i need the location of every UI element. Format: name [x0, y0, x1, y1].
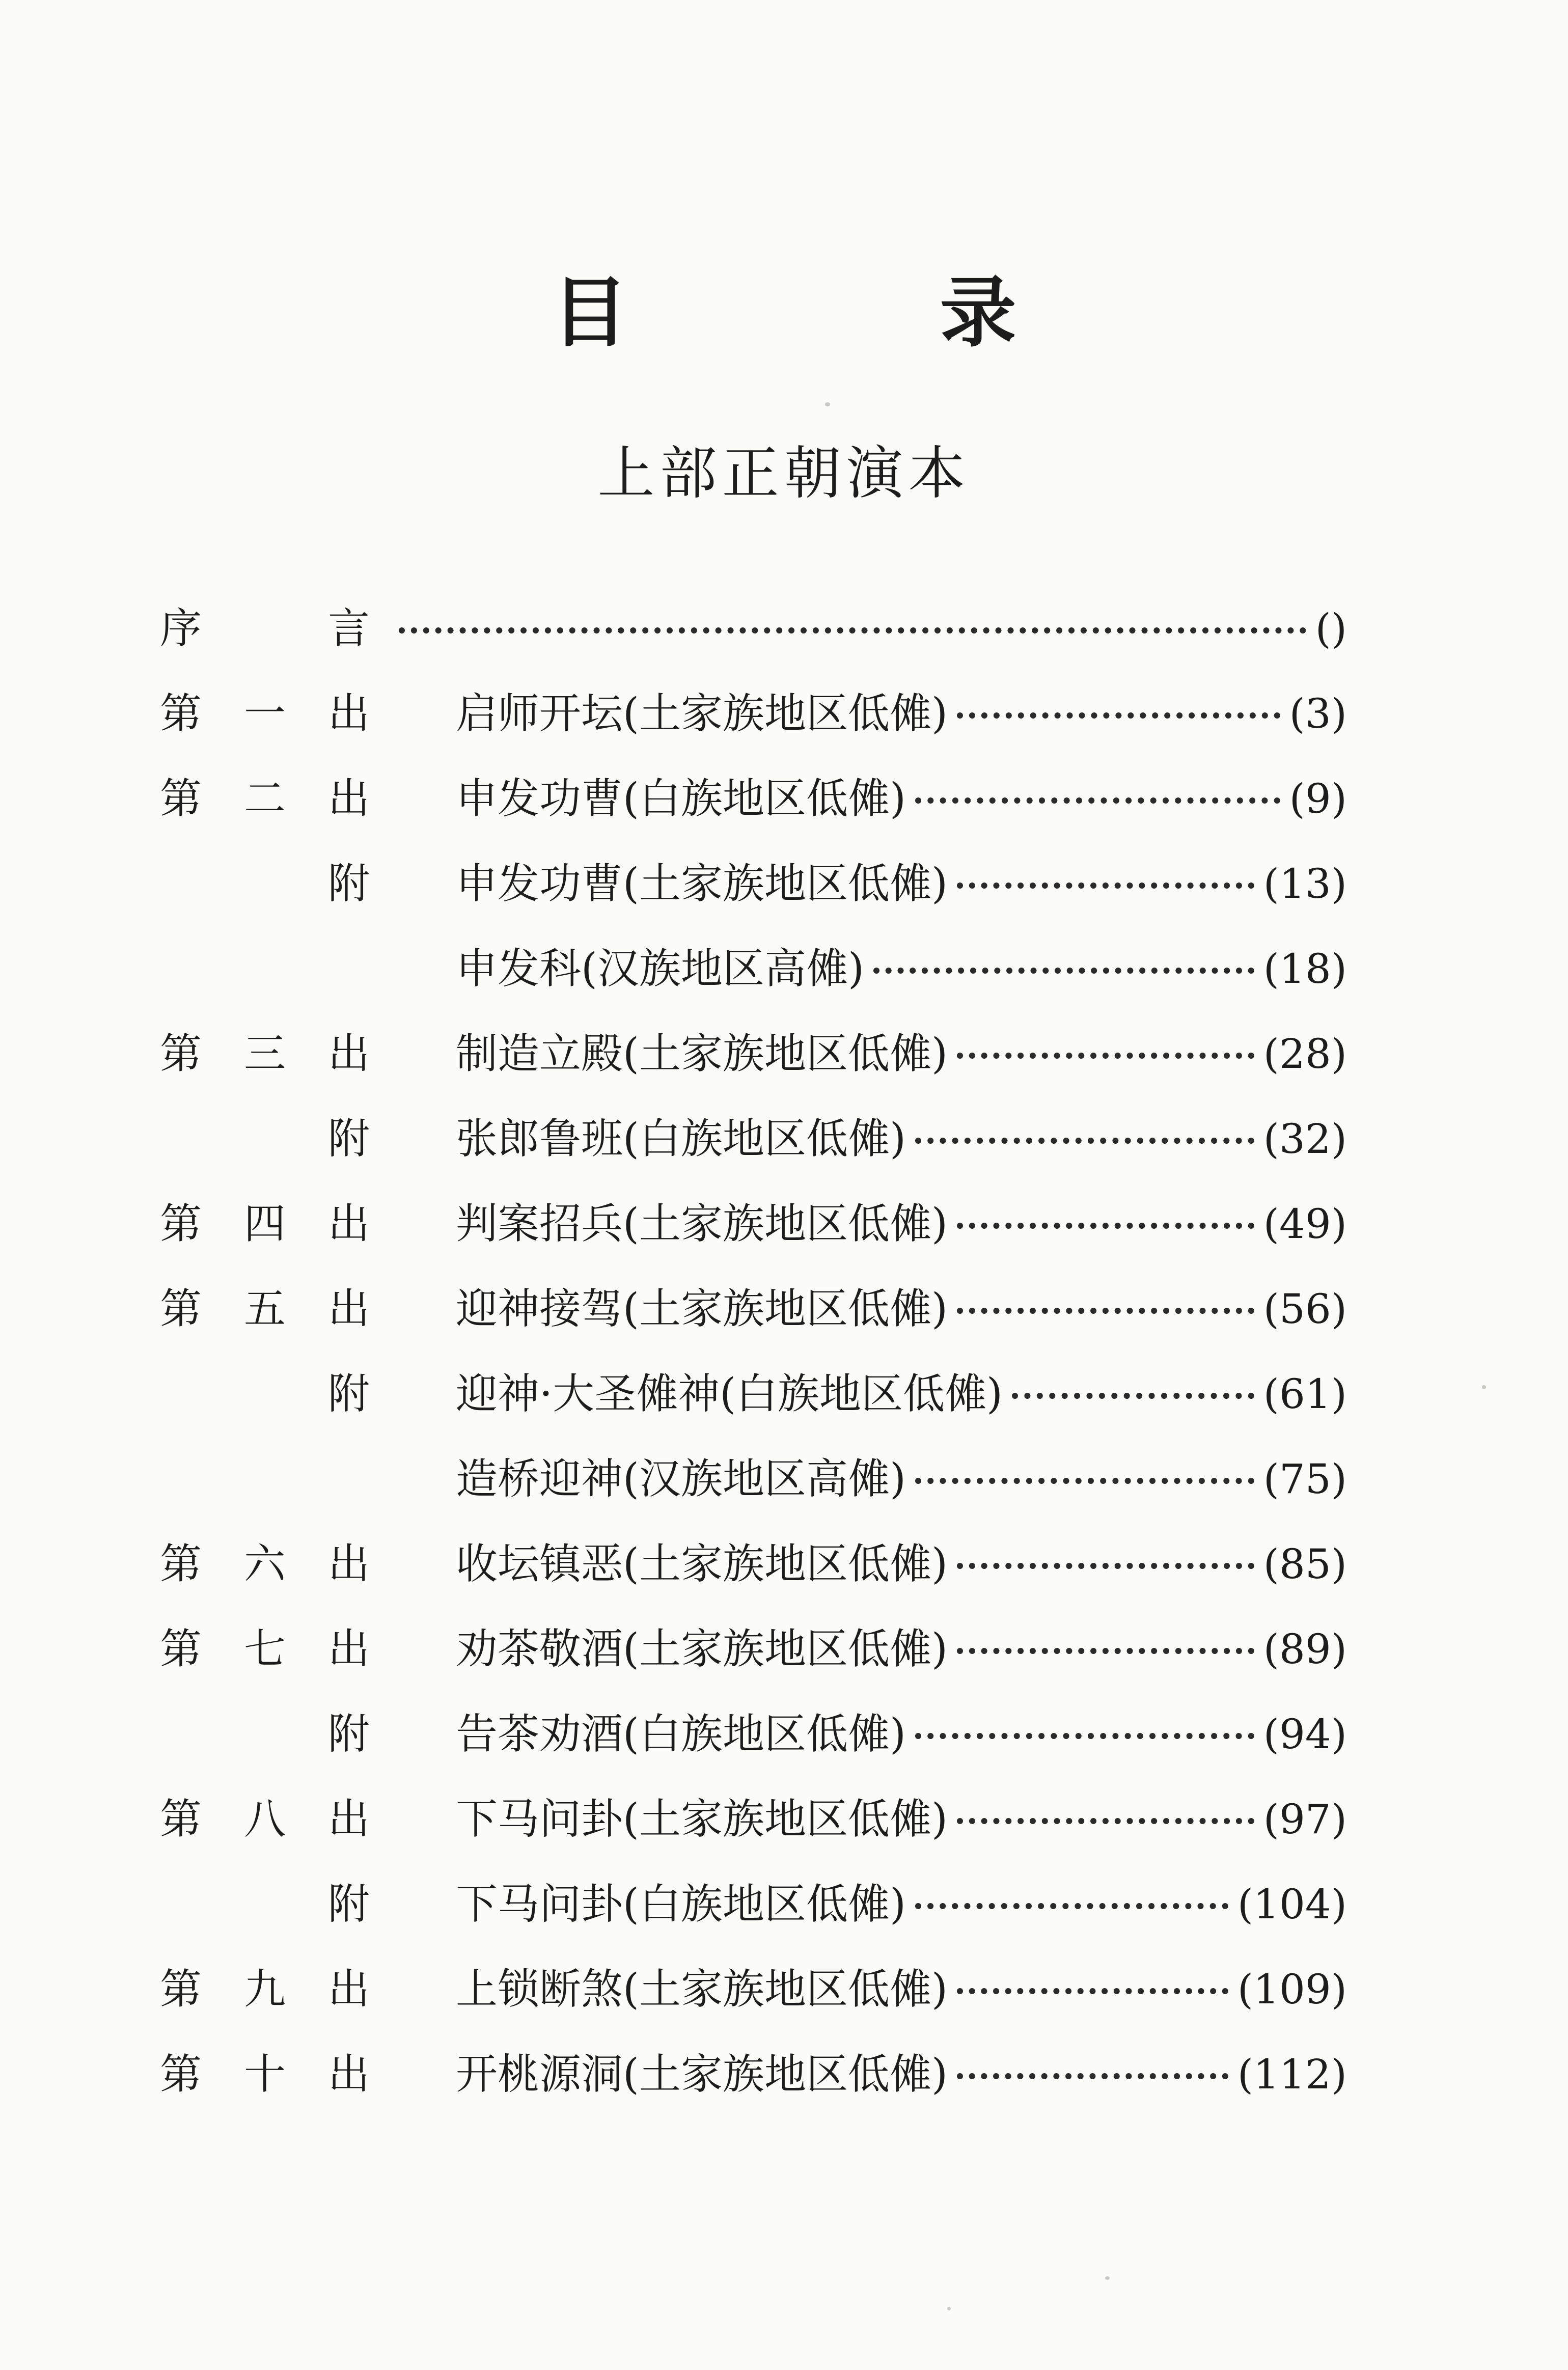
toc-entry-line [456, 1536, 1347, 1592]
scan-speck [1482, 1385, 1486, 1389]
toc-label-char-1: 第 [159, 1200, 202, 1248]
leader-dots [915, 797, 1280, 804]
section-title: 上部正朝演本 [597, 440, 971, 507]
toc-entry-line [456, 1706, 1347, 1762]
toc-page-number: (112) [1237, 2051, 1347, 2098]
toc-label-char-2: 二 [243, 775, 286, 823]
toc-entry-title: 张郎鲁班(白族地区低傩) [456, 1115, 906, 1163]
leader-dots [957, 712, 1280, 719]
leader-dots [957, 2073, 1228, 2079]
page-title: 目 录 [552, 269, 1159, 357]
toc-entry-title: 启师开坛(土家族地区低傩) [456, 690, 948, 738]
toc-entry-title: 告茶劝酒(白族地区低傩) [456, 1710, 906, 1758]
toc-page-number: (32) [1263, 1115, 1347, 1163]
toc-entry-line [456, 941, 1347, 997]
leader-dots [957, 1818, 1254, 1824]
leader-dots [957, 1308, 1254, 1314]
toc-entry-title: 申发功曹(土家族地区低傩) [456, 860, 948, 908]
toc-label-char-2: 十 [243, 2050, 286, 2099]
toc-page-number: (28) [1263, 1030, 1347, 1078]
toc-label-char-3: 附 [327, 1710, 370, 1758]
leader-dots [915, 1903, 1228, 1909]
toc-entry [155, 686, 1347, 771]
toc-entry-line [456, 686, 1347, 742]
toc-label-char-2: 七 [243, 1625, 286, 1673]
toc-entry [155, 1281, 1347, 1366]
scan-speck [1105, 2276, 1110, 2280]
toc-entry-line [456, 1792, 1347, 1848]
toc-entry [155, 1706, 1347, 1792]
leader-dots [915, 1138, 1254, 1144]
leader-dots [1012, 1393, 1254, 1399]
toc-entry [155, 1877, 1347, 1962]
toc-label-char-3: 出 [327, 2050, 370, 2099]
toc-label-char-1: 第 [159, 1285, 202, 1333]
toc-entry-line [456, 1111, 1347, 1167]
toc-label-char-3: 出 [327, 1795, 370, 1843]
leader-dots [399, 627, 1306, 633]
toc-entry-title: 下马问卦(白族地区低傩) [456, 1880, 906, 1928]
toc-entry [155, 771, 1347, 856]
toc-entry-title: 收坛镇恶(土家族地区低傩) [456, 1540, 948, 1588]
toc-entry [155, 1962, 1347, 2047]
toc-entry-title: 判案招兵(土家族地区低傩) [456, 1200, 948, 1248]
toc-entry-line [456, 1962, 1347, 2018]
toc-label-char-3: 出 [327, 1625, 370, 1673]
toc-entry-line [456, 2047, 1347, 2103]
toc-label-char-3: 出 [327, 1965, 370, 2014]
toc-label-char-2: 九 [243, 1965, 286, 2014]
toc-entry-line [456, 1196, 1347, 1252]
leader-dots [957, 1648, 1254, 1654]
toc-label-char-2: 四 [243, 1200, 286, 1248]
toc-label-char-3: 附 [327, 1880, 370, 1928]
leader-dots [873, 968, 1254, 974]
toc-page-number: (49) [1263, 1200, 1347, 1248]
toc-entry [155, 1366, 1347, 1451]
toc-entry-title: 下马问卦(土家族地区低傩) [456, 1795, 948, 1843]
leader-dots [957, 1988, 1228, 1994]
scan-speck [947, 2307, 951, 2310]
toc-entry [155, 1451, 1347, 1536]
toc-entry [155, 1536, 1347, 1621]
toc-entry-title: 迎神接驾(土家族地区低傩) [456, 1285, 948, 1333]
toc-label-char-3: 出 [327, 775, 370, 823]
toc-entry-title: 申发科(汉族地区高傩) [456, 945, 864, 993]
toc-label-char-2: 三 [243, 1030, 286, 1078]
toc-page-number: (18) [1263, 945, 1347, 993]
toc-page-number: (97) [1263, 1796, 1347, 1843]
toc-entry-title: 上锁断煞(土家族地区低傩) [456, 1965, 948, 2014]
toc-label-char-3: 出 [327, 1200, 370, 1248]
toc-label-char-3: 出 [327, 1030, 370, 1078]
toc-entry-line [456, 856, 1347, 912]
toc-label-char-1: 第 [159, 690, 202, 738]
toc-page-number: () [1315, 605, 1347, 652]
toc-label-char-3: 出 [327, 1540, 370, 1588]
toc-entry [155, 1196, 1347, 1281]
toc-label-char-1: 序 [159, 604, 202, 653]
toc-entry [155, 1111, 1347, 1196]
toc-entry [155, 1026, 1347, 1111]
toc-label-char-3: 附 [327, 860, 370, 908]
toc-entry-line [456, 1366, 1347, 1422]
leader-dots [957, 1053, 1254, 1059]
toc-label-char-1: 第 [159, 1030, 202, 1078]
toc-entry [155, 2047, 1347, 2132]
toc-label-char-3: 附 [327, 1370, 370, 1418]
toc-label-char-3: 附 [327, 1115, 370, 1163]
toc-page-number: (104) [1237, 1881, 1347, 1928]
toc-entry [155, 1792, 1347, 1877]
toc-page-number: (109) [1237, 1966, 1347, 2013]
toc-label-char-1: 第 [159, 1625, 202, 1673]
toc-entry [155, 856, 1347, 941]
toc-label-char-2: 六 [243, 1540, 286, 1588]
toc-label-char-1: 第 [159, 1965, 202, 2014]
toc-entry-preface [155, 601, 1347, 686]
toc-page-number: (61) [1263, 1370, 1347, 1418]
toc-page-number: (56) [1263, 1285, 1347, 1333]
toc-entry [155, 941, 1347, 1026]
leader-dots [957, 883, 1254, 889]
leader-dots [915, 1478, 1254, 1484]
toc-page-number: (9) [1289, 775, 1347, 822]
toc-label-char-1: 第 [159, 1795, 202, 1843]
toc-entry-line [456, 1281, 1347, 1337]
toc-page-number: (13) [1263, 860, 1347, 907]
toc-label-char-1: 第 [159, 775, 202, 823]
toc-entry-title: 劝茶敬酒(土家族地区低傩) [456, 1625, 948, 1673]
toc-page-number: (3) [1289, 690, 1347, 737]
toc-label-char-3: 出 [327, 1285, 370, 1333]
toc-label-char-3: 出 [327, 690, 370, 738]
leader-dots [957, 1223, 1254, 1229]
toc-entry-title: 开桃源洞(土家族地区低傩) [456, 2050, 948, 2099]
toc-page-number: (89) [1263, 1625, 1347, 1673]
toc-entry-title: 制造立殿(土家族地区低傩) [456, 1030, 948, 1078]
toc-label-char-2: 五 [243, 1285, 286, 1333]
toc-entry [155, 1621, 1347, 1706]
toc-entry-line [456, 1621, 1347, 1677]
toc-page-number: (85) [1263, 1540, 1347, 1588]
toc-page-number: (94) [1263, 1711, 1347, 1758]
toc-entry-line [456, 1451, 1347, 1507]
toc-page-number: (75) [1263, 1455, 1347, 1503]
scan-speck [825, 402, 830, 406]
leader-dots [957, 1563, 1254, 1569]
leader-dots [915, 1733, 1254, 1739]
toc-entry-line [456, 1026, 1347, 1082]
toc-entry-title: 申发功曹(白族地区低傩) [456, 775, 906, 823]
toc-label-char-2: 八 [243, 1795, 286, 1843]
toc-entry-line [456, 1877, 1347, 1933]
toc-entry-title: 造桥迎神(汉族地区高傩) [456, 1455, 906, 1503]
toc-label-char-3: 言 [327, 604, 370, 653]
toc-label-char-1: 第 [159, 1540, 202, 1588]
toc-entry-line [390, 601, 1347, 657]
toc-label-char-1: 第 [159, 2050, 202, 2099]
table-of-contents [155, 601, 1347, 2132]
toc-entry-title: 迎神·大圣傩神(白族地区低傩) [456, 1370, 1003, 1418]
toc-entry-line [456, 771, 1347, 827]
toc-label-char-2: 一 [243, 690, 286, 738]
